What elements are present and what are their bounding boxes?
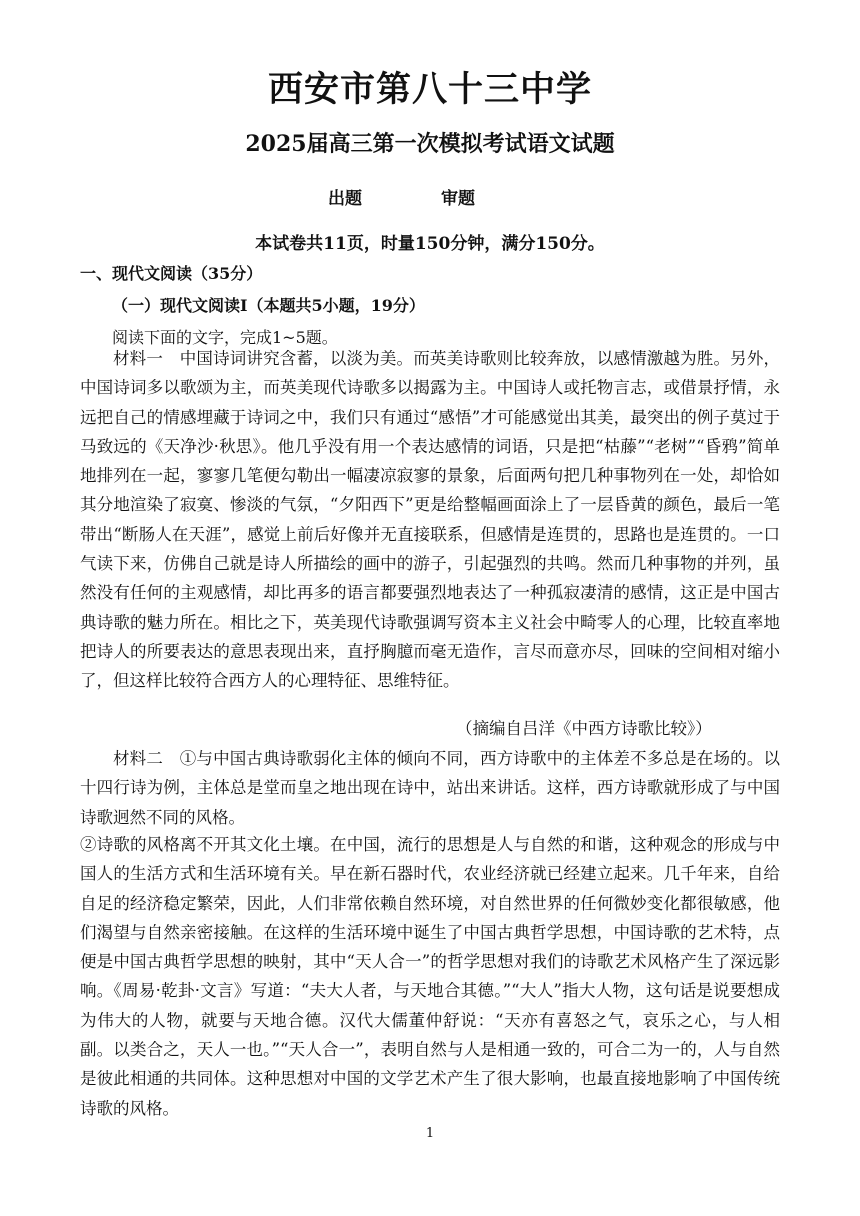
exam-info: 本试卷共11页，时量150分钟，满分150分。 — [255, 234, 605, 254]
page-number: 1 — [425, 1126, 435, 1141]
material-one-citation: （摘编自吕洋《中西方诗歌比较》） — [456, 719, 712, 738]
section-title: 一、现代文阅读（35分） — [80, 264, 263, 283]
setter-label: 出题 — [328, 189, 362, 209]
exam-title: 2025届高三第一次模拟考试语文试题 — [245, 131, 615, 157]
material-one-paragraph: 材料一 中国诗词讲究含蓄，以淡为美。而英美诗歌则比较奔放，以感情激越为胜。另外，中国诗词多以歌颂为主，而英美现代诗歌多以揭露为主。中国诗人或托物言志，或借景抒情，永远把自己的情感埋藏于诗词之中，我们只有通过“感悟”才可能感觉出其美，最突出的例子莫过于马致远的《天净沙·秋思》。他几乎没有用一个表达感情的词语，只是把“枯藤”“老树”“昏鸦”简单地排列在一起，寥寥几笔便勾勒出一幅凄凉寂寥的景象，后面两句把几种事物列在一处，却恰如其分地渲染了寂寞、惨淡的气氛，“夕阳西下”更是给整幅画面涂上了一层昏黄的颜色，最后一笔带出“断肠人在天涯”，感觉上前后好像并无直接联系，但感情是连贯的，思路也是连贯的。一口气读下来，仿佛自己就是诗人所描绘的画中的游子，引起强烈的共鸣。然而几种事物的并列，虽然没有任何的主观感情，却比再多的语言都要强烈地表达了一种孤寂凄清的感情，这正是中国古典诗歌的魅力所在。相比之下，英美现代诗歌强调写资本主义社会中畸零人的心理，比较直率地把诗人的所要表达的意思表现出来，直抒胸臆而毫无造作，言尽而意亦尽，回味的空间相对缩小了，但这样比较符合西方人的心理特征、思维特征。 — [80, 349, 780, 691]
subsection-title: （一）现代文阅读Ⅰ（本题共5小题，19分） — [112, 296, 425, 315]
material-two-paragraph-2: ②诗歌的风格离不开其文化土壤。在中国，流行的思想是人与自然的和谐，这种观念的形成与中国人的生活方式和生活环境有关。早在新石器时代，农业经济就已经建立起来。几千年来，自给自足的经济稳定繁荣，因此，人们非常依赖自然环境，对自然世界的任何微妙变化都很敏感，他们渴望与自然亲密接触。在这样的生活环境中诞生了中国古典哲学思想，中国诗歌的艺术特，点便是中国古典哲学思想的映射，其中“天人合一”的哲学思想对我们的诗歌艺术风格产生了深远影响。《周易·乾卦·文言》写道：“夫大人者，与天地合其德。”“大人”指大人物，这句话是说要想成为伟大的人物，就要与天地合德。汉代大儒董仲舒说：“天亦有喜怒之气，哀乐之心，与人相副。以类合之，天人一也。”“天人合一”，表明自然与人是相通一致的，可合二为一的，人与自然是彼此相通的共同体。这种思想对中国的文学艺术产生了很大影响，也最直接地影响了中国传统诗歌的风格。 — [80, 835, 780, 1118]
school-name: 西安市第八十三中学 — [267, 69, 592, 110]
reading-instruction: 阅读下面的文字，完成1~5题。 — [112, 328, 338, 347]
exam-roles — [0, 184, 860, 210]
material-two-paragraph-1: 材料二 ①与中国古典诗歌弱化主体的倾向不同，西方诗歌中的主体差不多总是在场的。以十四行诗为例，主体总是堂而皇之地出现在诗中，站出来讲话。这样，西方诗歌就形成了与中国诗歌迥然不同的风格。 — [80, 749, 780, 827]
reviewer-label: 审题 — [441, 189, 475, 209]
